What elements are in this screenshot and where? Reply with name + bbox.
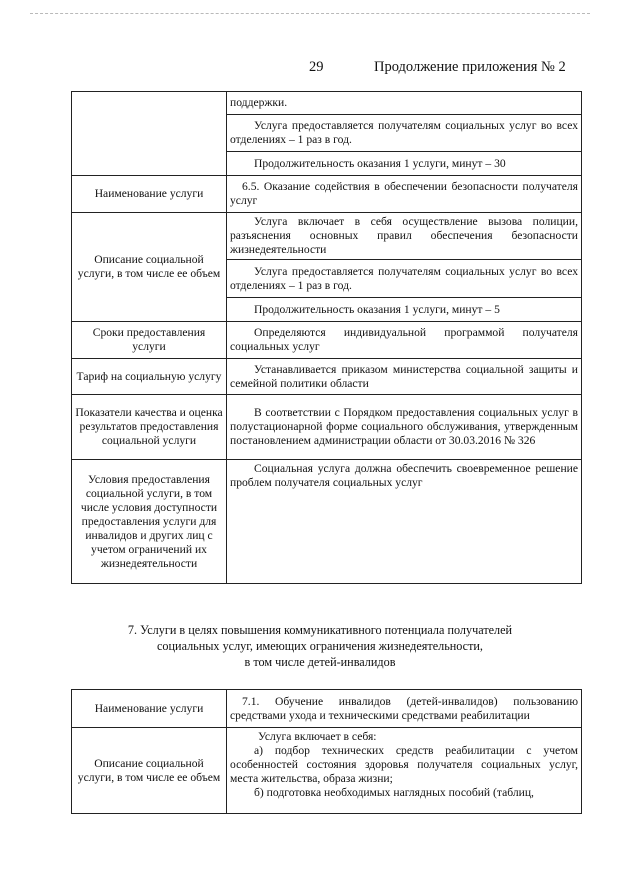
duration-cell: Продолжительность оказания 1 услуги, минут – 30 xyxy=(227,152,582,176)
row-label: Описание социальной услуги, в том числе ее объем xyxy=(72,213,227,322)
table-row xyxy=(72,359,582,395)
table-row xyxy=(72,213,582,260)
services-table-7 xyxy=(71,689,582,814)
service-name-value: 7.1. Обучение инвалидов (детей-инвалидов) пользованию средствами ухода и техническими средствами реабилитации xyxy=(227,690,582,728)
page-number: 29 xyxy=(309,59,324,75)
service-name-value: 6.5. Оказание содействия в обеспечении безопасности получателя услуг xyxy=(227,176,582,213)
section-heading-line: социальных услуг, имеющих ограничения жизнедеятельности, xyxy=(157,639,483,653)
frequency-cell: Услуга предоставляется получателям социальных услуг во всех отделениях – 1 раз в год. xyxy=(227,115,582,152)
row-label: Условия предоставления социальной услуги, в том числе условия доступности предоставления услуги для инвалидов и других лиц с учетом ограничений их жизнедеятельности xyxy=(72,460,227,584)
empty-label-cell xyxy=(72,92,227,176)
continued-text-cell: поддержки. xyxy=(227,92,582,115)
row-label: Показатели качества и оценка результатов предоставления социальной услуги xyxy=(72,395,227,460)
description-item-b: б) подготовка необходимых наглядных пособий (таблиц, xyxy=(254,786,534,799)
section-7-heading xyxy=(80,622,560,670)
row-label: Наименование услуги xyxy=(72,176,227,213)
description-item-a: а) подбор технических средств реабилитации с учетом особенностей состояния здоровья получателя социальных услуг, места жительства, образа жизни; xyxy=(230,744,578,785)
terms-value: Определяются индивидуальной программой получателя социальных услуг xyxy=(227,322,582,359)
page-header xyxy=(0,59,640,81)
description-value xyxy=(227,728,582,814)
section-heading-line: в том числе детей-инвалидов xyxy=(244,655,396,669)
table-row xyxy=(72,92,582,115)
frequency-cell: Услуга предоставляется получателям социальных услуг во всех отделениях – 1 раз в год. xyxy=(227,260,582,298)
description-intro: Услуга включает в себя: xyxy=(258,730,377,743)
table-row xyxy=(72,690,582,728)
table-row xyxy=(72,176,582,213)
services-table-6 xyxy=(71,91,582,584)
duration-cell: Продолжительность оказания 1 услуги, минут – 5 xyxy=(227,298,582,322)
description-value: Услуга включает в себя осуществление вызова полиции, разъяснения основных правил обеспечения безопасности жизнедеятельности xyxy=(227,213,582,260)
table-row xyxy=(72,728,582,814)
row-label: Сроки предоставления услуги xyxy=(72,322,227,359)
row-label: Описание социальной услуги, в том числе ее объем xyxy=(72,728,227,814)
section-heading-line: 7. Услуги в целях повышения коммуникативного потенциала получателей xyxy=(127,623,513,637)
table-row xyxy=(72,395,582,460)
continuation-title: Продолжение приложения № 2 xyxy=(374,59,566,75)
row-label: Тариф на социальную услугу xyxy=(72,359,227,395)
conditions-value: Социальная услуга должна обеспечить своевременное решение проблем получателя социальных услуг xyxy=(227,460,582,584)
tariff-value: Устанавливается приказом министерства социальной защиты и семейной политики области xyxy=(227,359,582,395)
quality-value: В соответствии с Порядком предоставления социальных услуг в полустационарной форме социального обслуживания, утвержденным постановлением администрации области от 30.03.2016 № 326 xyxy=(227,395,582,460)
table-row xyxy=(72,460,582,584)
scan-artifact-line xyxy=(30,13,590,14)
row-label: Наименование услуги xyxy=(72,690,227,728)
table-row xyxy=(72,322,582,359)
